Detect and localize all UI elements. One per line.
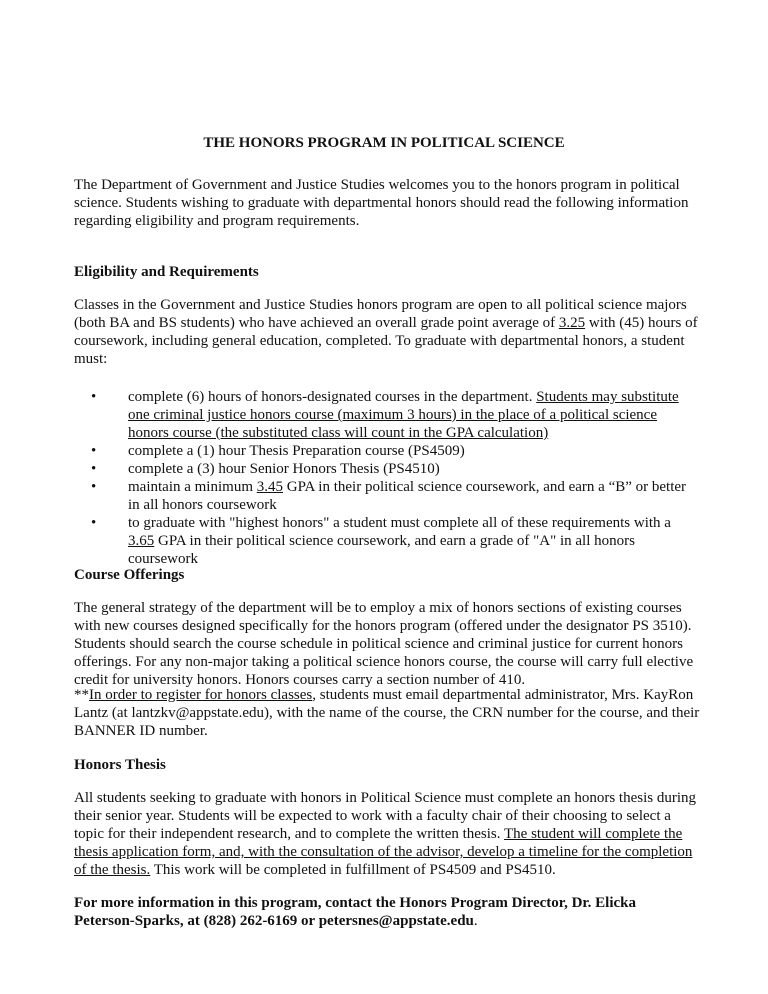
text: ** (74, 687, 89, 703)
gpa-value: 3.65 (128, 533, 155, 549)
thesis-heading: Honors Thesis (74, 757, 166, 773)
list-item (74, 478, 700, 514)
eligibility-heading: Eligibility and Requirements (74, 264, 259, 280)
list-item (74, 388, 700, 442)
requirements-list (74, 388, 700, 568)
underlined-text: The student will complete the thesis application form, and, with the consultation of the advisor, develop a timeline for the completion of the thesis. (74, 826, 693, 878)
text: , students must email departmental administrator, Mrs. KayRon Lantz (at lantzkv@appstate.edu), with the name of the course, the CRN number for the course, and their BANNER ID number. (74, 687, 700, 739)
eligibility-paragraph (74, 296, 700, 368)
intro-paragraph: The Department of Government and Justice Studies welcomes you to the honors program in political science. Students wishing to graduate with departmental honors should read the following information regarding eligibility and program requirements. (74, 177, 689, 229)
text: complete (6) hours of honors-designated courses in the department. (128, 389, 537, 405)
underlined-text: Students may substitute one criminal justice honors course (maximum 3 hours) in the place of a political science honors course (the substituted class will count in the GPA calculation) (128, 389, 679, 441)
contact-text: For more information in this program, contact the Honors Program Director, Dr. Elicka Peterson-Sparks, at (828) 262-6169 or petersnes@appstate.edu (74, 895, 637, 929)
text: maintain a minimum (128, 479, 257, 495)
text: Classes in the Government and Justice Studies honors program are open to all political science majors (both BA and BS students) who have achieved an overall grade point average of (74, 297, 687, 331)
text: . (473, 913, 478, 929)
text: GPA in their political science coursework, and earn a grade of "A" in all honors coursework (128, 533, 635, 567)
text: with (45) hours of coursework, including general education, completed. To graduate with departmental honors, a student must: (74, 315, 698, 367)
text: This work will be completed in fulfillment of PS4509 and PS4510. (150, 862, 556, 878)
text: All students seeking to graduate with honors in Political Science must complete an honors thesis during their senior year. Students will be expected to work with a faculty chair of their choosing to select a topic for their independent research, and to complete the written thesis. (74, 790, 696, 842)
gpa-value: 3.45 (256, 479, 283, 495)
underlined-text: In order to register for honors classes (89, 687, 313, 703)
gpa-value: 3.25 (558, 315, 586, 331)
list-item (74, 442, 700, 460)
thesis-paragraph (74, 789, 700, 879)
registration-paragraph (74, 686, 700, 740)
offerings-heading: Course Offerings (74, 567, 185, 583)
contact-paragraph (74, 894, 700, 930)
page-title: THE HONORS PROGRAM IN POLITICAL SCIENCE (203, 135, 565, 151)
text: complete a (3) hour Senior Honors Thesis (PS4510) (128, 461, 440, 477)
offerings-paragraph: The general strategy of the department will be to employ a mix of honors sections of existing courses with new courses designed specifically for the honors program (offered under the designator PS 3510). Students should search the course schedule in political science and criminal justice for current honors offerings. For any non-major taking a political science honors course, the course will carry full elective credit for university honors. Honors courses carry a section number of 410. (74, 600, 694, 688)
text: to graduate with "highest honors" a student must complete all of these requirements with a (128, 515, 671, 531)
list-item (74, 514, 700, 568)
list-item (74, 460, 700, 478)
text: complete a (1) hour Thesis Preparation course (PS4509) (128, 443, 465, 459)
text: GPA in their political science coursework, and earn a “B” or better in all honors coursework (128, 479, 687, 513)
